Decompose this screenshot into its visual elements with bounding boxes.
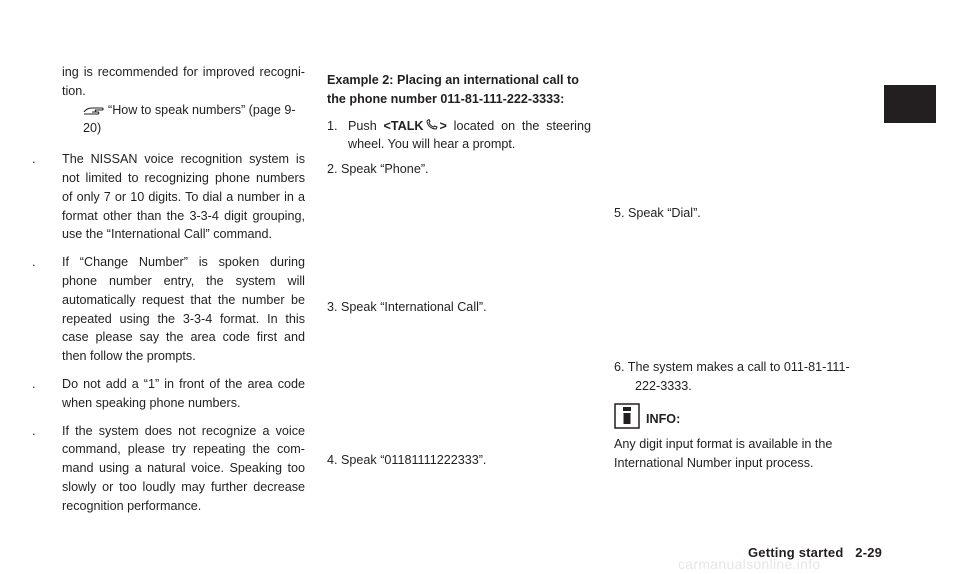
- footer-page-number: 2-29: [855, 545, 883, 560]
- watermark: carmanualsonline.info: [678, 556, 821, 572]
- talk-button-label: [384, 119, 447, 133]
- step-6-line-2: 222-3333.: [635, 378, 692, 393]
- bullet-mark: .: [32, 152, 36, 167]
- bullet-item: [32, 422, 305, 516]
- step-1-text: [348, 117, 591, 155]
- bullet-item: [32, 150, 305, 244]
- info-label: INFO:: [646, 412, 681, 426]
- phone-icon: [425, 119, 439, 131]
- bullet-mark: .: [32, 423, 36, 438]
- bullet-mark: .: [32, 376, 36, 391]
- bullet-text: Do not add a “1” in front of the area code when speaking phone numbers.: [62, 376, 305, 410]
- info-text: Any digit input format is available in the International Number input process.: [614, 437, 833, 470]
- step-number: 1.: [327, 118, 338, 133]
- bullet-item: [32, 375, 305, 413]
- info-icon: [614, 403, 640, 429]
- talk-button-text: <TALK: [383, 118, 424, 133]
- info-heading: [614, 403, 878, 429]
- step-6: [614, 358, 878, 396]
- bullet-text: If the system does not recognize a voice command, please try repeating the com-mand using a natural voice. Speaking too slowly or too loudly may further decrease recognition performance.: [62, 423, 305, 513]
- step-5: 5. Speak “Dial”.: [614, 206, 701, 220]
- step-1-suffix: located on the steering wheel. You will hear a prompt.: [348, 118, 591, 152]
- pointing-hand-icon: [83, 103, 105, 117]
- step-3: 3. Speak “International Call”.: [327, 300, 487, 314]
- talk-button-close: >: [439, 118, 447, 133]
- step-1-prefix: Push: [348, 118, 377, 133]
- cross-reference[interactable]: [83, 101, 305, 139]
- continued-paragraph: ing is recommended for improved recogni-tion.: [62, 65, 305, 98]
- example-heading: Example 2: Placing an international call to the phone number 011-81-111-222-3333:: [327, 73, 579, 106]
- left-column: [32, 63, 305, 516]
- step-2: 2. Speak “Phone”.: [327, 162, 429, 177]
- bullet-text: The NISSAN voice recognition system is not limited to recognizing phone numbers of only 7 or 10 digits. To dial a number in a format other than the 3-3-4 digit grouping, use the “International Call” command.: [62, 152, 305, 242]
- middle-column: [327, 71, 591, 179]
- bullet-item: [32, 253, 305, 366]
- bullet-mark: .: [32, 255, 36, 270]
- section-tab-marker: [884, 85, 936, 123]
- info-box: [614, 403, 878, 473]
- cross-reference-text: “How to speak numbers” (page 9-20): [83, 102, 296, 136]
- step-1: [327, 117, 591, 155]
- step-6-line-1: 6. The system makes a call to 011-81-111-: [614, 360, 850, 374]
- footer-section: Getting started: [748, 545, 844, 560]
- step-4: 4. Speak “01181111222333”.: [327, 453, 487, 467]
- bullet-text: If “Change Number” is spoken during phone number entry, the system will automatically request that the number be repeated using the 3-3-4 format. In this case please say the area code first and then follow the prompts.: [62, 255, 305, 364]
